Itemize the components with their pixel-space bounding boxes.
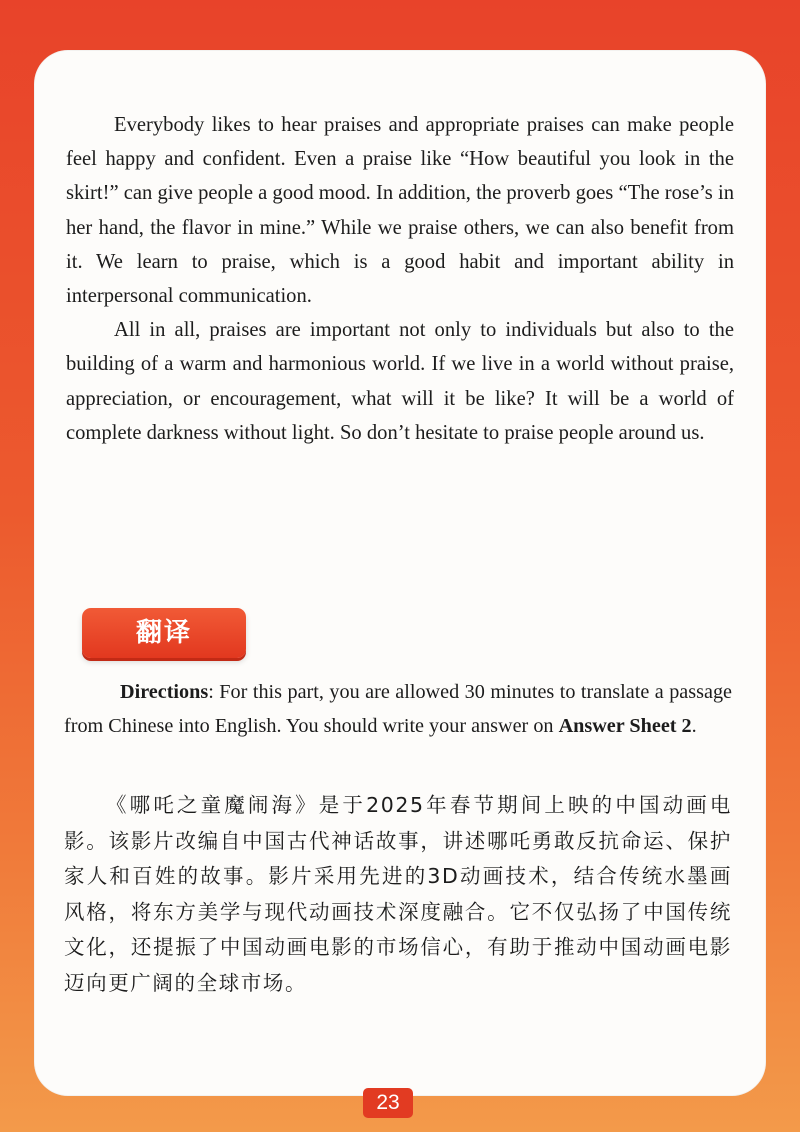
- essay-text: [66, 108, 734, 450]
- directions-end: .: [691, 715, 697, 737]
- chinese-passage-text: 《哪吒之童魔闹海》是于2025年春节期间上映的中国动画电影。该影片改编自中国古代神话故事，讲述哪吒勇敢反抗命运、保护家人和百姓的故事。影片采用先进的3D动画技术，结合传统水墨画风格，将东方美学与现代动画技术深度融合。它不仅弘扬了中国传统文化，还提振了中国动画电影的市场信心，有助于推动中国动画电影迈向更广阔的全球市场。: [64, 793, 732, 995]
- directions: [64, 675, 732, 743]
- chinese-passage: [64, 788, 732, 1002]
- directions-label: Directions: [120, 681, 209, 703]
- section-tag-translation: 翻译: [82, 608, 246, 658]
- essay-paragraph: Everybody likes to hear praises and appropriate praises can make people feel happy and confident. Even a praise like “How beautiful you look in the skirt!” can give people a good mood. In addition, the proverb goes “The rose’s in her hand, the flavor in mine.” While we praise others, we can also benefit from it. We learn to praise, which is a good habit and important ability in interpersonal communication.: [66, 114, 734, 308]
- answer-sheet-label: Answer Sheet 2: [558, 715, 692, 737]
- directions-text: : For this part, you are allowed 30 minutes to translate a passage from Chinese into English. You should write your answer on: [64, 681, 732, 737]
- page-number: 23: [363, 1088, 413, 1118]
- essay-paragraph: All in all, praises are important not only to individuals but also to the building of a warm and harmonious world. If we live in a world without praise, appreciation, or encouragement, what will it be like? It will be a world of complete darkness without light. So don’t hesitate to praise people around us.: [66, 319, 734, 444]
